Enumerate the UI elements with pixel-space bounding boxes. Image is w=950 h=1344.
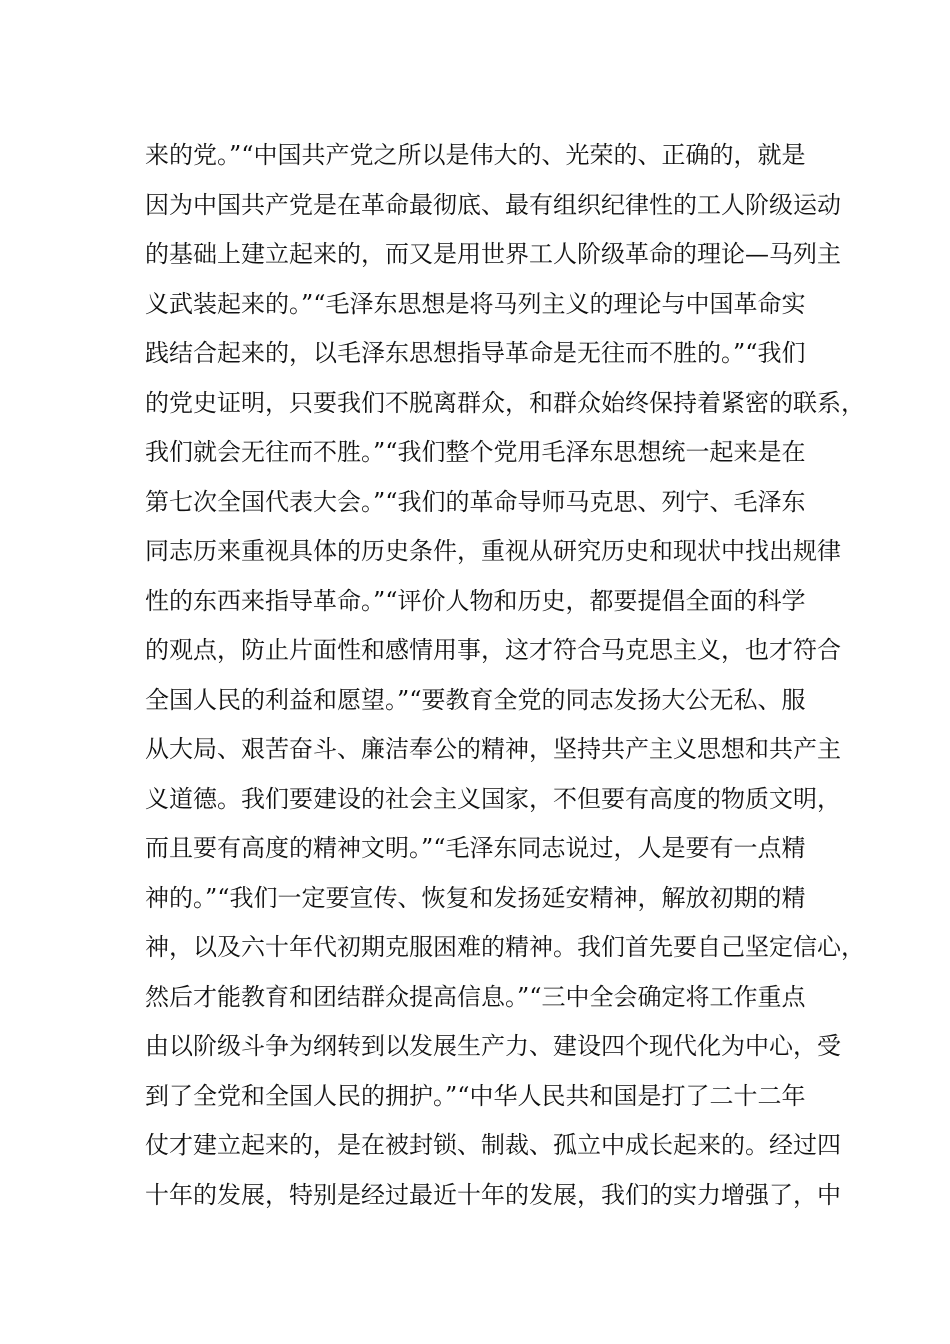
text-line: 我们就会无往而不胜。”“我们整个党用毛泽东思想统一起来是在 xyxy=(145,438,806,466)
text-line: 践结合起来的，以毛泽东思想指导革命是无往而不胜的。”“我们 xyxy=(145,339,806,367)
text-line: 而且要有高度的精神文明。”“毛泽东同志说过，人是要有一点精 xyxy=(145,834,806,862)
text-line: 仗才建立起来的，是在被封锁、制裁、孤立中成长起来的。经过四 xyxy=(145,1131,841,1159)
text-line: 十年的发展，特别是经过最近十年的发展，我们的实力增强了，中 xyxy=(145,1180,841,1209)
text-line: 第七次全国代表大会。”“我们的革命导师马克思、列宁、毛泽东 xyxy=(145,487,806,516)
text-line: 的观点，防止片面性和感情用事，这才符合马克思主义，也才符合 xyxy=(145,636,841,664)
text-line: 神，以及六十年代初期克服困难的精神。我们首先要自己坚定信心， xyxy=(145,933,865,961)
text-line: 到了全党和全国人民的拥护。”“中华人民共和国是打了二十二年 xyxy=(145,1081,806,1110)
text-line: 从大局、艰苦奋斗、廉洁奉公的精神，坚持共产主义思想和共产主 xyxy=(145,735,841,763)
text-line: 神的。”“我们一定要宣传、恢复和发扬延安精神，解放初期的精 xyxy=(145,883,806,912)
text-line: 因为中国共产党是在革命最彻底、最有组织纪律性的工人阶级运动 xyxy=(145,190,841,219)
text-line: 然后才能教育和团结群众提高信息。”“三中全会确定将工作重点 xyxy=(145,982,806,1011)
text-line: 的基础上建立起来的，而又是用世界工人阶级革命的理论—马列主 xyxy=(145,240,841,268)
text-line: 性的东西来指导革命。”“评价人物和历史，都要提倡全面的科学 xyxy=(145,586,806,615)
body-text xyxy=(145,131,865,1220)
text-line: 义道德。我们要建设的社会主义国家，不但要有高度的物质文明， xyxy=(145,784,841,813)
text-line: 义武装起来的。”“毛泽东思想是将马列主义的理论与中国革命实 xyxy=(145,289,806,318)
text-line: 的党史证明，只要我们不脱离群众，和群众始终保持着紧密的联系， xyxy=(145,388,865,417)
text-line: 由以阶级斗争为纲转到以发展生产力、建设四个现代化为中心，受 xyxy=(145,1032,841,1060)
text-line: 全国人民的利益和愿望。”“要教育全党的同志发扬大公无私、服 xyxy=(145,685,806,714)
text-line: 同志历来重视具体的历史条件，重视从研究历史和现状中找出规律 xyxy=(145,537,841,565)
text-line: 来的党。”“中国共产党之所以是伟大的、光荣的、正确的，就是 xyxy=(145,141,806,169)
